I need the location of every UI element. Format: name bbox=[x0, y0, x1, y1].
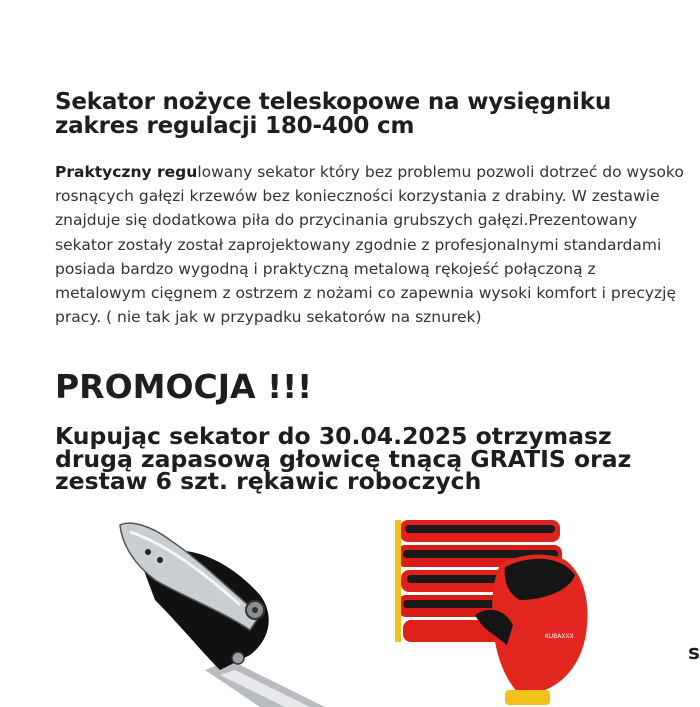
product-description bbox=[55, 160, 685, 329]
product-title bbox=[55, 90, 655, 138]
promo-offer-line-1: Kupując sekator do 30.04.2025 otrzymasz bbox=[55, 422, 612, 450]
promo-offer bbox=[55, 422, 675, 495]
work-gloves-icon bbox=[395, 505, 595, 707]
product-title-line-1: Sekator nożyce teleskopowe na wysięgniku bbox=[55, 89, 611, 115]
promo-title: PROMOCJA !!! bbox=[55, 367, 313, 406]
glove-brand-label: KUBAXXX bbox=[545, 633, 574, 640]
promo-offer-line-3: zestaw 6 szt. rękawic roboczych bbox=[55, 467, 482, 495]
promo-offer-line-2: drugą zapasową głowicę tnącą GRATIS oraz bbox=[55, 444, 632, 473]
description-bold-lead: Praktyczny regu bbox=[55, 163, 198, 181]
description-text: lowany sekator który bez problemu pozwoli dotrzeć do wysoko rosnących gałęzi krzewów bez konieczności korzystania z drabiny. W zestawie znajduje się dodatkowa piła do przycinania grubszych gałęzi.Prezentowany sekator zostały został zaprojektowany zgodnie z profesjonalnymi standardami posiada bardzo wygodną i praktyczną metalową rękojeść połączoną z metalowym cięgnem z ostrzem z nożami co zapewnia wysoki komfort i precyzję pracy. ( nie tak jak w przypadku sekatorów na sznurek) bbox=[55, 163, 684, 327]
cropped-edge-text: s bbox=[688, 640, 700, 664]
product-title-line-2: zakres regulacji 180-400 cm bbox=[55, 113, 415, 139]
pruner-head-icon bbox=[110, 520, 330, 707]
